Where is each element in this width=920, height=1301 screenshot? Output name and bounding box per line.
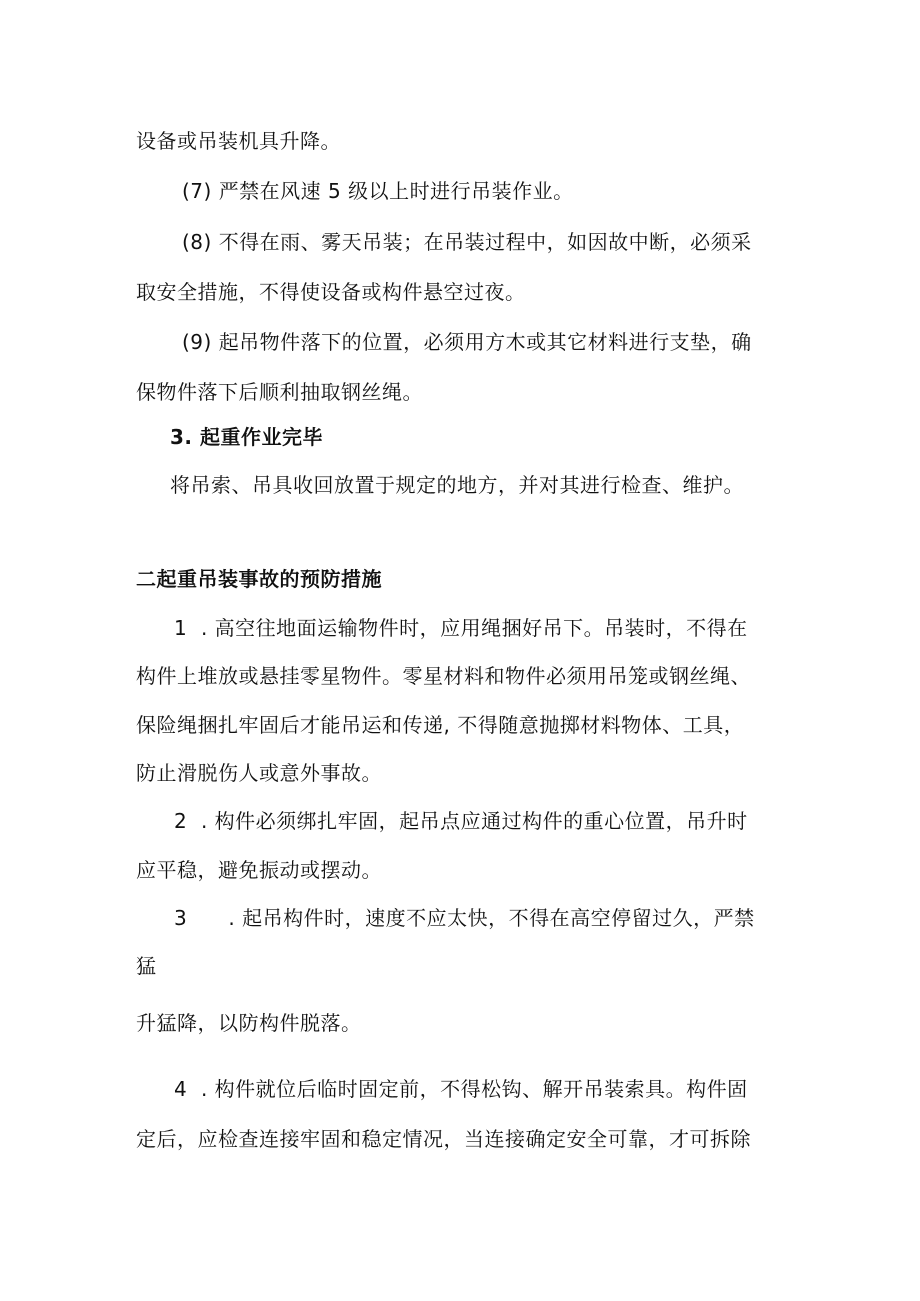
list-item-1: 1 . 高空往地面运输物件时，应用绳捆好吊下。吊装时，不得在 xyxy=(174,616,748,640)
body-text-line: 构件上堆放或悬挂零星物件。零星材料和物件必须用吊笼或钢丝绳、 xyxy=(136,664,751,688)
body-text-line: 将吊索、吊具收回放置于规定的地方，并对其进行检查、维护。 xyxy=(170,473,744,497)
body-text-line: 设备或吊装机具升降。 xyxy=(136,129,341,153)
list-item-7: (7) 严禁在风速 5 级以上时进行吊装作业。 xyxy=(182,179,574,203)
body-text-line: 防止滑脱伤人或意外事故。 xyxy=(136,761,382,785)
body-text-line: 升猛降，以防构件脱落。 xyxy=(136,1011,362,1035)
section-heading-3: 3. 起重作业完毕 xyxy=(170,425,323,449)
list-item-8: (8) 不得在雨、雾天吊装；在吊装过程中，如因故中断，必须采 xyxy=(182,230,752,254)
body-text-line: 保物件落下后顺利抽取钢丝绳。 xyxy=(136,380,423,404)
body-text-line: 定后，应检查连接牢固和稳定情况，当连接确定安全可靠，才可拆除 xyxy=(136,1127,751,1151)
body-text-line: 猛 xyxy=(136,954,157,978)
body-text-line: 保险绳捆扎牢固后才能吊运和传递, 不得随意抛掷材料物体、工具， xyxy=(136,713,745,737)
list-item-4: 4 . 构件就位后临时固定前，不得松钩、解开吊装索具。构件固 xyxy=(174,1077,748,1101)
list-item-2: 2 . 构件必须绑扎牢固，起吊点应通过构件的重心位置，吊升时 xyxy=(174,809,748,833)
chapter-heading: 二起重吊装事故的预防措施 xyxy=(136,567,382,591)
body-text-line: 取安全措施，不得使设备或构件悬空过夜。 xyxy=(136,280,526,304)
body-text-line: 应平稳，避免振动或摆动。 xyxy=(136,858,382,882)
list-item-3: 3 . 起吊构件时，速度不应太快，不得在高空停留过久，严禁 xyxy=(174,906,755,930)
list-item-9: (9) 起吊物件落下的位置，必须用方木或其它材料进行支垫，确 xyxy=(182,330,752,354)
